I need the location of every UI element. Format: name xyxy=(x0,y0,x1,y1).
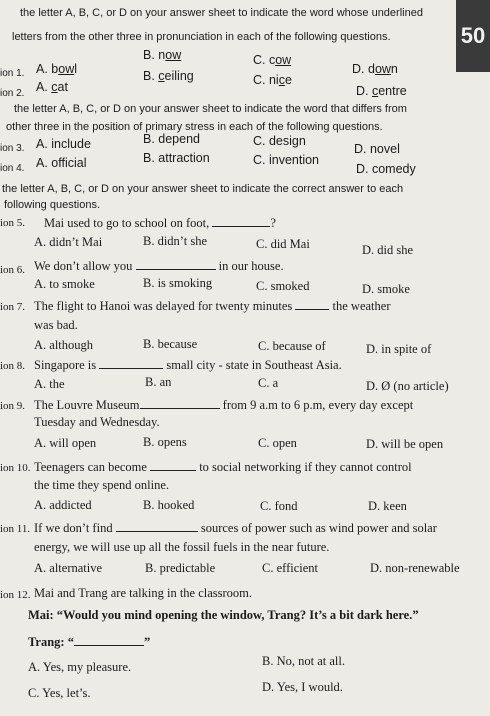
question-11-number: ion 11. xyxy=(0,523,31,535)
q5-option-a: A. didn’t Mai xyxy=(34,235,103,249)
question-9-number: ion 9. xyxy=(0,400,26,412)
section2-instruction-line2: other three in the position of primary stress in each of the following questions. xyxy=(6,121,383,133)
q5-option-d: D. did she xyxy=(362,243,414,257)
q7-option-d: D. in spite of xyxy=(366,342,432,356)
q9-option-a: A. will open xyxy=(34,436,97,450)
question-12-text: Mai and Trang are talking in the classroom. xyxy=(34,586,253,600)
q4-option-a: A. official xyxy=(36,156,87,170)
question-12-trang-line: Trang: “ ” xyxy=(28,635,151,649)
section1-instruction-line1: the letter A, B, C, or D on your answer sheet to indicate the word whose underlined xyxy=(20,7,423,19)
question-2-number: ion 2. xyxy=(0,88,25,99)
question-12-mai-line: Mai: “Would you mind opening the window, Trang? It’s a bit dark here.” xyxy=(28,608,419,622)
question-7-text-cont: was bad. xyxy=(34,318,78,332)
section1-instruction-line2: letters from the other three in pronunciation in each of the following questions. xyxy=(12,31,391,43)
q1-option-c: C. cow xyxy=(253,53,292,67)
question-10-text: Teenagers can become to social networking if they cannot control xyxy=(34,460,412,474)
q3-option-a: A. include xyxy=(36,137,91,151)
question-12-number: ion 12. xyxy=(0,589,31,601)
q8-option-a: A. the xyxy=(34,377,65,391)
question-1-number: ion 1. xyxy=(0,68,25,79)
question-6-text: We don’t allow you in our house. xyxy=(34,259,284,273)
q12-option-d: D. Yes, I would. xyxy=(262,680,343,694)
question-3-number: ion 3. xyxy=(0,143,25,154)
page-number-badge: 50 xyxy=(456,0,490,72)
q5-option-b: B. didn’t she xyxy=(143,234,208,248)
q8-option-b: B. an xyxy=(145,375,172,389)
q8-option-d: D. Ø (no article) xyxy=(366,379,449,393)
q11-option-c: C. efficient xyxy=(262,561,318,575)
q12-option-a: A. Yes, my pleasure. xyxy=(28,660,132,674)
q6-option-c: C. smoked xyxy=(256,279,310,293)
question-7-text: The flight to Hanoi was delayed for twenty minutes the weather xyxy=(34,299,391,313)
q6-option-d: D. smoke xyxy=(362,282,410,296)
q8-option-c: C. a xyxy=(258,376,279,390)
section3-instruction-line2: following questions. xyxy=(4,199,101,211)
question-9-text: The Louvre Museum from 9 a.m to 6 p.m, every day except xyxy=(34,398,414,412)
q5-option-c: C. did Mai xyxy=(256,237,310,251)
q3-option-b: B. depend xyxy=(143,132,200,146)
q10-option-a: A. addicted xyxy=(34,498,92,512)
q1-option-d: D. down xyxy=(352,62,398,76)
q3-option-c: C. design xyxy=(253,134,306,148)
q9-option-c: C. open xyxy=(258,436,297,450)
question-11-text-cont: energy, we will use up all the fossil fuels in the near future. xyxy=(34,540,330,554)
q9-option-d: D. will be open xyxy=(366,437,444,451)
question-5-number: ion 5. xyxy=(0,217,26,229)
question-10-number: ion 10. xyxy=(0,462,31,474)
q2-option-b: B. ceiling xyxy=(143,69,194,83)
q1-option-a: A. bowl xyxy=(36,62,78,76)
q9-option-b: B. opens xyxy=(143,435,187,449)
section2-instruction-line1: the letter A, B, C, or D on your answer sheet to indicate the word that differs from xyxy=(14,103,407,115)
question-10-text-cont: the time they spend online. xyxy=(34,478,170,492)
question-9-text-cont: Tuesday and Wednesday. xyxy=(34,415,160,429)
q11-option-b: B. predictable xyxy=(145,561,216,575)
question-11-text: If we don’t find sources of power such as wind power and solar xyxy=(34,521,437,535)
q7-option-b: B. because xyxy=(143,337,198,351)
q3-option-d: D. novel xyxy=(354,142,400,156)
q4-option-d: D. comedy xyxy=(356,162,416,176)
question-6-number: ion 6. xyxy=(0,264,26,276)
q12-option-b: B. No, not at all. xyxy=(262,654,345,668)
q11-option-a: A. alternative xyxy=(34,561,103,575)
q2-option-a: A. cat xyxy=(36,80,68,94)
q4-option-c: C. invention xyxy=(253,153,320,167)
q10-option-c: C. fond xyxy=(260,499,298,513)
q10-option-d: D. keen xyxy=(368,499,407,513)
q11-option-d: D. non-renewable xyxy=(370,561,460,575)
question-7-number: ion 7. xyxy=(0,301,26,313)
q7-option-c: C. because of xyxy=(258,339,326,353)
q2-option-c: C. nice xyxy=(253,73,292,87)
q12-option-c: C. Yes, let’s. xyxy=(28,686,91,700)
question-8-text: Singapore is small city - state in Southeast Asia. xyxy=(34,358,342,372)
question-4-number: ion 4. xyxy=(0,163,25,174)
q10-option-b: B. hooked xyxy=(143,498,195,512)
section3-instruction-line1: the letter A, B, C, or D on your answer sheet to indicate the correct answer to each xyxy=(2,183,404,195)
q7-option-a: A. although xyxy=(34,338,94,352)
question-5-text: Mai used to go to school on foot, ? xyxy=(44,216,276,230)
q2-option-d: D. centre xyxy=(356,84,407,98)
q6-option-b: B. is smoking xyxy=(143,276,213,290)
q4-option-b: B. attraction xyxy=(143,151,210,165)
q6-option-a: A. to smoke xyxy=(34,277,95,291)
q1-option-b: B. now xyxy=(143,48,182,62)
question-8-number: ion 8. xyxy=(0,360,26,372)
